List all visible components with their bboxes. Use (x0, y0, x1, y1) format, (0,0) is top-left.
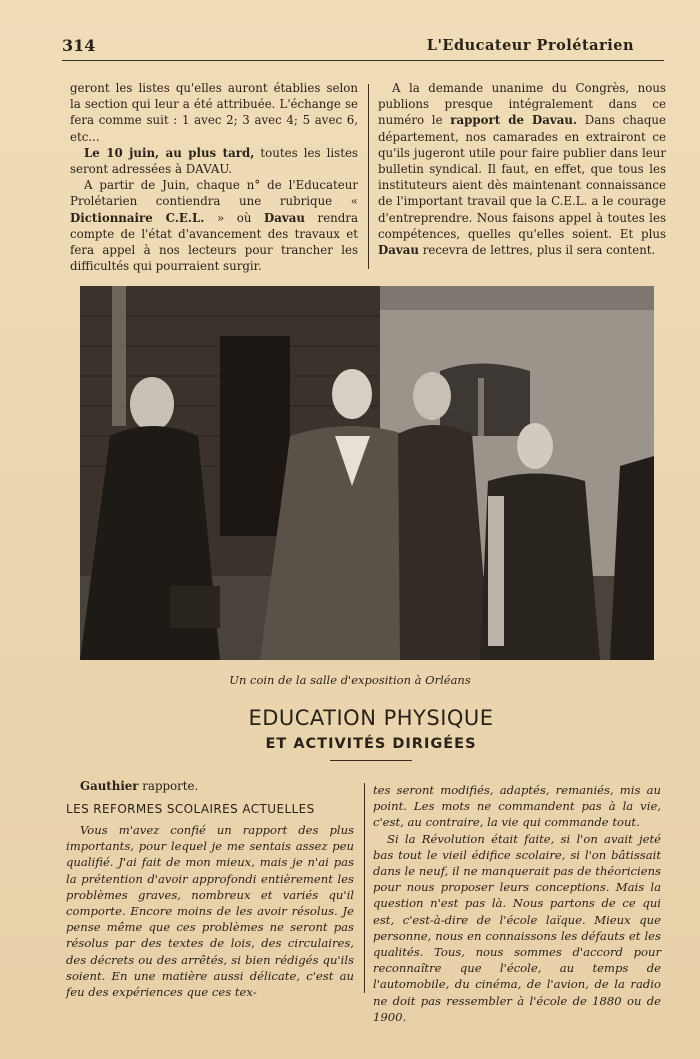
bottom-left-column (66, 822, 354, 1000)
text-run: recevra de lettres, plus il sera content. (418, 243, 656, 258)
photograph (80, 286, 654, 660)
page-header (62, 34, 664, 61)
top-right-column (378, 80, 666, 258)
bold-text: Davau (264, 210, 305, 225)
text-run: toutes les listes seront adressées à DAVAU. (70, 145, 358, 177)
column-divider (368, 84, 369, 269)
text-run: Dans chaque département, nos camarades en extrairont ce qu'ils jugeront utile pour faire publier dans leur bulletin syndical. Il faut, en effet, que tous les instituteurs aient dès maintenant connaissance de l'important travail que la C.E.L. a le courage d'entreprendre. Nous faisons appel à toutes les compétences, quelles qu'elles soient. Et plus (378, 113, 667, 241)
text-run: A la demande unanime du Congrès, nous publions presque intégralement dans ce numéro le (378, 81, 666, 128)
text-run: » où (204, 210, 265, 225)
section-subtitle: ET ACTIVITÉS DIRIGÉES (265, 736, 477, 752)
bottom-right-column (373, 782, 661, 1025)
paragraph (378, 80, 666, 258)
text-run: A partir de Juin, chaque n° de l'Educateur Prolétarien contiendra une rubrique « (70, 178, 358, 209)
text-run: rendra compte de l'état d'avancement des travaux et fera appel à nos lecteurs pour trancher les difficultés qui pourraient surgir. (70, 210, 358, 274)
bold-text: Davau (378, 243, 419, 258)
section-title: EDUCATION PHYSIQUE (248, 706, 494, 730)
paragraph: tes seront modifiés, adaptés, remaniés, mis au point. Les mots ne commandent pas à la vie, c'est, au contraire, la vie qui commande tout. (373, 783, 661, 830)
paragraph: geront les listes qu'elles auront établies selon la section qui leur a été attribuée. L'échange se fera comme suit : 1 avec 2; 3 avec 4; 5 avec 6, etc... (70, 81, 358, 144)
bold-text: Le 10 juin, au plus tard, (84, 145, 255, 160)
subheading: LES REFORMES SCOLAIRES ACTUELLES (66, 802, 315, 816)
reporter-name: Gauthier (80, 779, 139, 793)
paragraph: Vous m'avez confié un rapport des plus importants, pour lequel je me sentais assez peu qualifié. J'ai fait de mon mieux, mais je n'ai pas la prétention d'avoir approfondi entièrement les problèmes graves, nombreux et variés qu'il comporte. Encore moins de les avoir résolus. Je pense même que ces problèmes ne seront pas résolus par des textes de lois, des circulaires, des décrets ou des arrêtés, si bien rédigés qu'ils soient. En une matière aussi délicate, c'est au feu des expériences que ces tex- (66, 823, 354, 1000)
photo-caption: Un coin de la salle d'exposition à Orléans (229, 673, 471, 687)
paragraph: Si la Révolution était faite, si l'on avait jeté bas tout le vieil édifice scolaire, si l'on bâtissait dans le neuf, il ne manquerait pas de théoriciens pour nous proposer leurs conceptions. Mais la question n'est pas là. Nous partons de ce qui est, c'est-à-dire de l'école laïque. Mieux que personne, nous en connaissons les défauts et les qualités. Tous, nous sommes d'accord pour reconnaître que l'école, au temps de l'automobile, du cinéma, de l'avion, de la radio ne doit pas ressembler à l'école de 1880 ou de 1900. (373, 831, 661, 1024)
paragraph (70, 145, 358, 177)
bold-text: Dictionnaire C.E.L. (70, 210, 205, 225)
journal-title: L'Educateur Prolétarien (426, 37, 634, 54)
top-left-column (70, 80, 358, 274)
text-run: rapporte. (138, 779, 199, 793)
bold-text: rapport de Davau. (450, 113, 578, 128)
title-rule (330, 760, 412, 761)
paragraph (70, 177, 358, 274)
reporter-line (80, 779, 198, 793)
column-divider (364, 783, 365, 993)
page-number: 314 (62, 36, 96, 55)
